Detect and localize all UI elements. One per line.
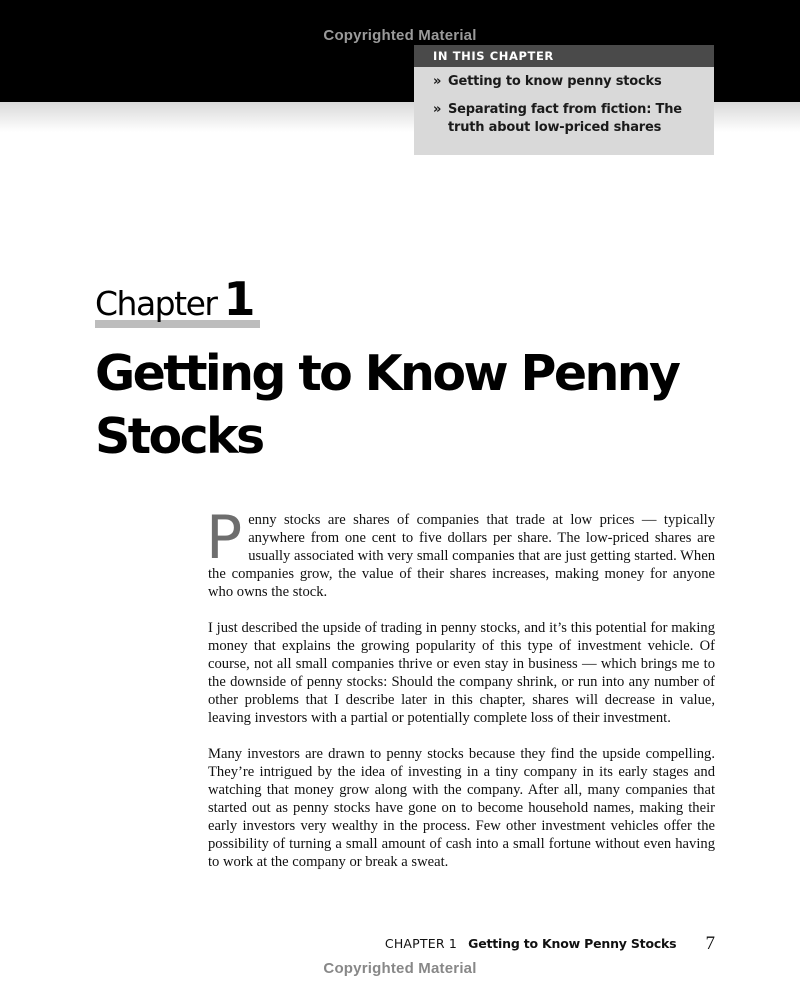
double-chevron-icon: »: [433, 102, 442, 117]
chapter-word: Chapter: [95, 284, 217, 323]
list-item-text: Getting to know penny stocks: [448, 74, 662, 89]
body-text: [206, 503, 715, 889]
list-item-text: Separating fact from fiction: The truth about low-priced shares: [448, 102, 682, 135]
chapter-number: 1: [223, 272, 256, 326]
in-this-chapter-box: [414, 45, 714, 155]
paragraph: I just described the upside of trading in penny stocks, and it’s this potential for making money that explains the growing popularity of this type of investment vehicle. Of course, not all small companies thrive or even stay in business — which brings me to the downside of penny stocks: Should the company shrink, or run into any number of other problems that I describe later in this chapter, shares will decrease in value, leaving investors with a partial or potentially complete loss of their investment.: [208, 620, 715, 726]
paragraph-text: enny stocks are shares of companies that trade at low prices — typically anywhere from one cent to five dollars per share. The low-priced shares are usually associated with very small companies that are just getting started. When the companies grow, the value of their shares increases, making money for anyone who owns the stock.: [208, 512, 715, 600]
page-footer: [385, 933, 715, 955]
footer-chapter-label: CHAPTER 1: [384, 936, 458, 951]
list-item: [433, 101, 704, 137]
paragraph: [206, 503, 715, 601]
watermark-bottom: Copyrighted Material: [323, 960, 477, 977]
paragraph: Many investors are drawn to penny stocks because they find the upside compelling. They’re intrigued by the idea of investing in a tiny company in its early stages and watching that money grow along with the company. After all, many companies that started out as penny stocks have gone on to become household names, making their early investors very wealthy in the process. Few other investment vehicles offer the possibility of turning a small amount of cash into a small fortune without even having to work at the company or break a sweat.: [208, 746, 715, 870]
double-chevron-icon: »: [433, 74, 442, 89]
drop-cap: P: [206, 503, 243, 573]
watermark-top: Copyrighted Material: [323, 27, 477, 44]
in-this-chapter-header: IN THIS CHAPTER: [414, 45, 714, 67]
list-item: [433, 73, 704, 91]
in-this-chapter-list: [414, 67, 714, 137]
chapter-label: [95, 272, 260, 328]
chapter-title: Getting to Know Penny Stocks: [95, 345, 679, 465]
footer-chapter-title: Getting to Know Penny Stocks: [468, 936, 677, 951]
page-number: 7: [705, 933, 715, 954]
